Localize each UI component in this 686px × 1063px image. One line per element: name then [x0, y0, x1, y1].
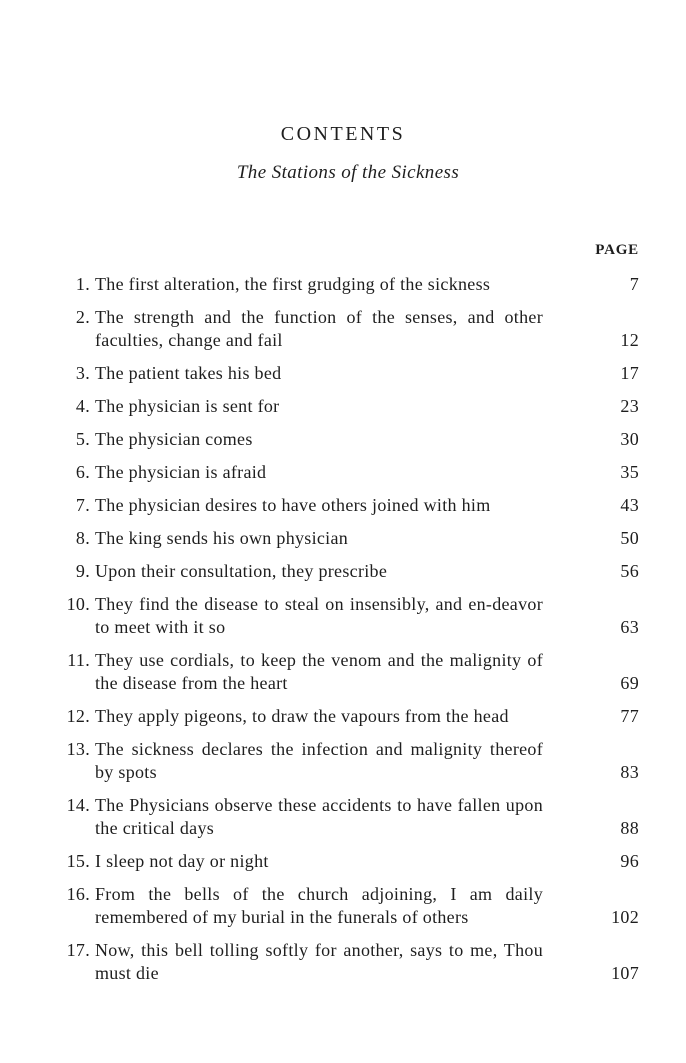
toc-entry-10: [0, 593, 686, 639]
toc-entry-page: 30: [620, 429, 639, 449]
toc-entry-title: I sleep not day or night: [95, 851, 269, 871]
toc-entry-title: The physician comes: [95, 429, 253, 449]
toc-entry-15: [0, 850, 686, 873]
toc-entry-page: 63: [620, 617, 639, 637]
toc-entry-number: 6.: [75, 462, 90, 482]
toc-entry-11: [0, 649, 686, 695]
toc-entry-4: [0, 395, 686, 418]
toc-entry-6: [0, 461, 686, 484]
toc-entry-number: 5.: [75, 429, 90, 449]
toc-entry-page: 35: [620, 462, 639, 482]
toc-list: [0, 273, 686, 995]
toc-entry-page: 23: [620, 396, 639, 416]
toc-entry-title: The physician desires to have others joined with him: [95, 495, 491, 515]
toc-entry-page: 69: [620, 673, 639, 693]
toc-entry-8: [0, 527, 686, 550]
toc-entry-3: [0, 362, 686, 385]
toc-entry-page: 96: [620, 851, 639, 871]
toc-entry-2: [0, 306, 686, 352]
toc-entry-number: 4.: [75, 396, 90, 416]
toc-entry-page: 56: [620, 561, 639, 581]
toc-entry-17: [0, 939, 686, 985]
toc-entry-page: 43: [620, 495, 639, 515]
toc-entry-1: [0, 273, 686, 296]
toc-entry-5: [0, 428, 686, 451]
toc-entry-number: 16.: [66, 884, 90, 904]
toc-entry-number: 9.: [75, 561, 90, 581]
toc-entry-number: 3.: [75, 363, 90, 383]
toc-entry-page: 77: [620, 706, 639, 726]
toc-entry-number: 13.: [66, 739, 90, 759]
toc-entry-number: 12.: [66, 706, 90, 726]
toc-entry-number: 17.: [66, 940, 90, 960]
toc-entry-number: 8.: [75, 528, 90, 548]
toc-entry-title: The sickness declares the infection and malignity thereof by spots: [95, 739, 543, 782]
toc-entry-title: They find the disease to steal on insensibly, and en-deavor to meet with it so: [95, 594, 543, 637]
toc-entry-7: [0, 494, 686, 517]
contents-title: CONTENTS: [280, 123, 406, 145]
toc-entry-number: 7.: [75, 495, 90, 515]
toc-entry-number: 2.: [75, 307, 90, 327]
toc-entry-title: The physician is afraid: [95, 462, 267, 482]
toc-entry-13: [0, 738, 686, 784]
toc-entry-title: The Physicians observe these accidents to have fallen upon the critical days: [95, 795, 543, 838]
toc-entry-page: 7: [629, 274, 639, 294]
toc-entry-16: [0, 883, 686, 929]
toc-entry-page: 12: [620, 330, 639, 350]
contents-subtitle: The Stations of the Sickness: [236, 162, 460, 183]
toc-entry-page: 102: [611, 907, 639, 927]
toc-entry-title: From the bells of the church adjoining, I am daily remembered of my burial in the funerals of others: [95, 884, 543, 927]
toc-entry-page: 83: [620, 762, 639, 782]
toc-entry-title: The first alteration, the first grudging of the sickness: [95, 274, 491, 294]
page-column-heading: PAGE: [595, 242, 639, 258]
toc-entry-page: 88: [620, 818, 639, 838]
toc-entry-14: [0, 794, 686, 840]
toc-entry-title: The king sends his own physician: [95, 528, 349, 548]
toc-entry-number: 1.: [75, 274, 90, 294]
toc-entry-number: 11.: [67, 650, 90, 670]
toc-entry-page: 17: [620, 363, 639, 383]
toc-entry-page: 107: [611, 963, 639, 983]
toc-entry-title: The patient takes his bed: [95, 363, 282, 383]
toc-entry-page: 50: [620, 528, 639, 548]
toc-entry-title: They apply pigeons, to draw the vapours from the head: [95, 706, 509, 726]
toc-entry-12: [0, 705, 686, 728]
toc-entry-title: Now, this bell tolling softly for another, says to me, Thou must die: [95, 940, 543, 983]
toc-entry-title: The physician is sent for: [95, 396, 280, 416]
toc-entry-title: The strength and the function of the senses, and other faculties, change and fail: [95, 307, 543, 350]
toc-entry-number: 15.: [66, 851, 90, 871]
toc-entry-title: They use cordials, to keep the venom and the malignity of the disease from the heart: [95, 650, 543, 693]
toc-entry-number: 10.: [66, 594, 90, 614]
toc-entry-9: [0, 560, 686, 583]
toc-entry-title: Upon their consultation, they prescribe: [95, 561, 388, 581]
toc-entry-number: 14.: [66, 795, 90, 815]
